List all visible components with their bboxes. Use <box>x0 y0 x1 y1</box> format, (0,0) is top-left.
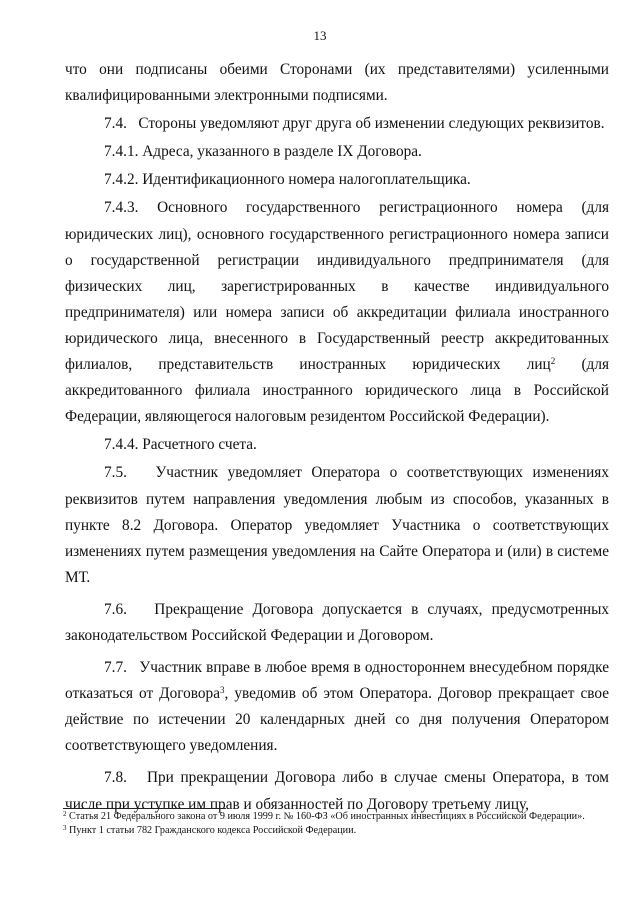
paragraph-7-4-3 <box>65 195 609 430</box>
paragraph-7-7 <box>65 655 609 759</box>
paragraph-continuation: что они подписаны обеими Сторонами (их представителями) усиленными квалифицированными электронными подписями. <box>65 61 609 105</box>
paragraph-7-7-tail: , уведомив об этом Оператора. Договор прекращает свое действие по истечении 20 календарных дней со дня получения Оператором соответствующего уведомления. <box>65 685 610 755</box>
footnote-text: Пункт 1 статьи 782 Гражданского кодекса Российской Федерации. <box>66 824 357 836</box>
footnote-divider <box>63 808 226 809</box>
paragraph-7-7-text: 7.7. Участник вправе в любое время в одностороннем внесудебном порядке отказаться от Договора <box>65 659 609 703</box>
paragraph-7-4-3-tail: (для аккредитованного филиала иностранного юридического лица в Российской Федерации, являющегося налоговым резидентом Российской Федерации). <box>65 356 609 426</box>
paragraph-7-4-2: 7.4.2. Идентификационного номера налогоплательщика. <box>104 171 471 189</box>
footnote-2 <box>63 810 623 824</box>
paragraph-7-4-3-text: 7.4.3. Основного государственного регистрационного номера (для юридических лиц), основного государственного регистрационного номера записи о государственной регистрации индивидуального предпринимателя (для физических лиц, зарегистрированных в качестве индивидуального предпринимателя) или номера записи об аккредитации филиала иностранного юридического лица, внесенного в Государственный реестр аккредитованных филиалов, представительств иностранных юридических лиц <box>65 199 609 374</box>
paragraph-7-8: 7.8. При прекращении Договора либо в случае смены Оператора, в том числе при уступке им прав и обязанностей по Договору третьему лицу, <box>65 769 609 813</box>
paragraph-7-5: 7.5. Участник уведомляет Оператора о соответствующих изменениях реквизитов путем направления уведомления любым из способов, указанных в пункте 8.2 Договора. Оператор уведомляет Участника о соответствующих изменениях путем размещения уведомления на Сайте Оператора и (или) в системе МТ. <box>65 464 609 586</box>
page-number: 13 <box>313 28 327 43</box>
paragraph-7-4-4: 7.4.4. Расчетного счета. <box>104 436 257 454</box>
footnotes <box>63 810 623 837</box>
paragraph-7-4: 7.4. Стороны уведомляют друг друга об изменении следующих реквизитов. <box>104 115 605 133</box>
footnote-mark: 3 <box>63 823 67 832</box>
paragraph-7-4-1: 7.4.1. Адреса, указанного в разделе IX Договора. <box>104 143 422 161</box>
footnote-mark: 2 <box>63 810 67 818</box>
footnote-text: Статья 21 Федерального закона от 9 июля 1999 г. № 160-ФЗ «Об иностранных инвестициях в Российской Федерации». <box>66 811 585 822</box>
footnote-3 <box>63 824 623 838</box>
paragraph-7-6: 7.6. Прекращение Договора допускается в случаях, предусмотренных законодательством Российской Федерации и Договором. <box>65 600 609 644</box>
footnote-ref-2: 2 <box>550 356 556 367</box>
body-text <box>65 57 609 818</box>
footnote-ref-3: 3 <box>220 685 225 696</box>
